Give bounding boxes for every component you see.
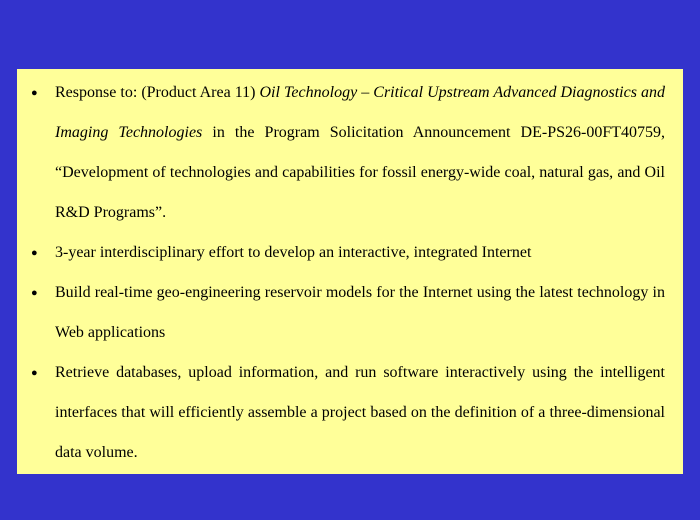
bullet-icon: ● bbox=[31, 367, 38, 379]
bullet-icon: ● bbox=[31, 87, 38, 99]
bullet-item-1 bbox=[31, 73, 665, 233]
bullet-item-4 bbox=[31, 353, 665, 473]
bullet-1-text-a: Response to: (Product Area 11) bbox=[55, 84, 260, 101]
bullet-1-text-italic: Oil Technology – Critical Upstream Advanced Diagnostics and Imaging Technologies bbox=[55, 84, 665, 141]
bullet-3-text: Build real-time geo-engineering reservoir models for the Internet using the latest technology in Web applications bbox=[55, 284, 665, 341]
slide-text-panel bbox=[17, 69, 683, 474]
bullet-4-text: Retrieve databases, upload information, and run software interactively using the intelligent interfaces that will efficiently assemble a project based on the definition of a three-dimensional data volume. bbox=[55, 364, 665, 461]
bullet-2-text: 3-year interdisciplinary effort to develop an interactive, integrated Internet bbox=[55, 244, 532, 261]
bullet-item-3 bbox=[31, 273, 665, 353]
bullet-1-text-b: in the Program Solicitation Announcement DE-PS26-00FT40759, “Development of technologies and capabilities for fossil energy-wide coal, natural gas, and Oil R&D Programs”. bbox=[55, 124, 666, 221]
bullet-list bbox=[31, 73, 665, 473]
bullet-icon: ● bbox=[31, 287, 38, 299]
bullet-item-2 bbox=[31, 233, 665, 273]
bullet-icon: ● bbox=[31, 247, 38, 259]
